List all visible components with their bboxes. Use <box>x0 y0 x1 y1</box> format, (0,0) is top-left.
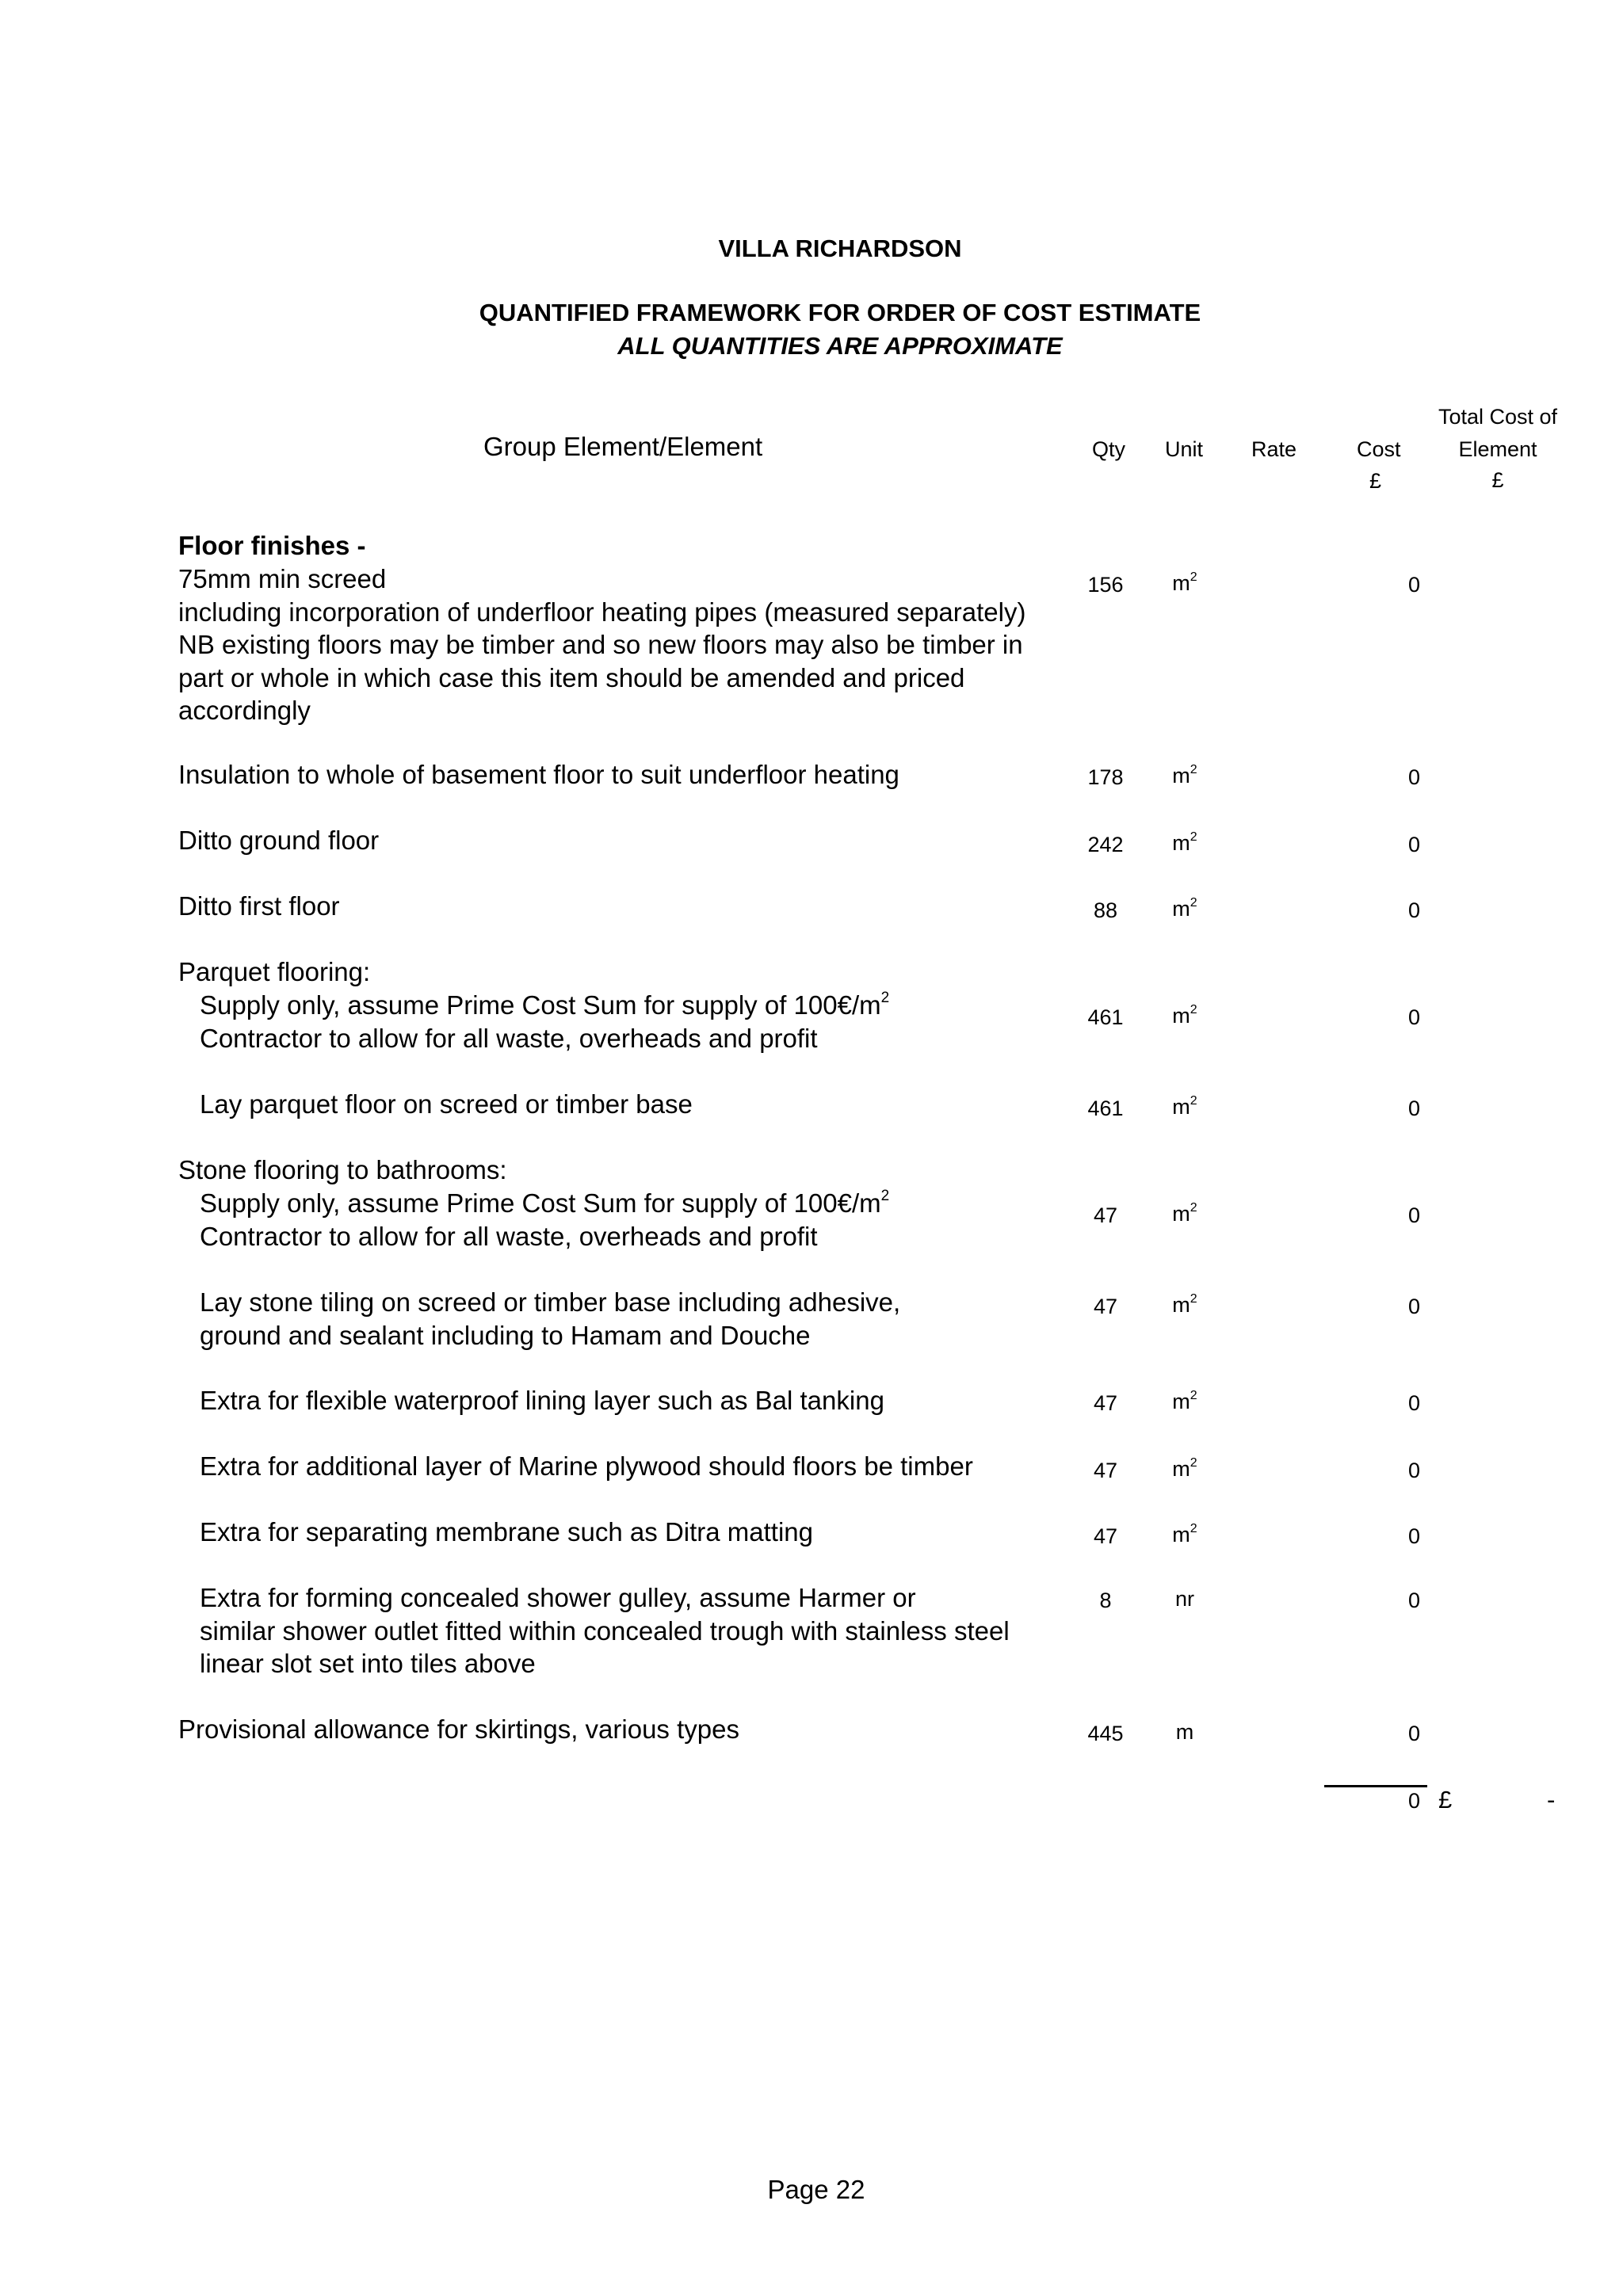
total-rule <box>1324 1785 1427 1787</box>
row-cost: 0 <box>1407 1459 1420 1482</box>
description-line: Extra for forming concealed shower gulley, assume Harmer or <box>200 1583 916 1612</box>
element-total-value: - <box>1547 1786 1556 1814</box>
row-qty: 8 <box>1099 1589 1112 1612</box>
description-line: Extra for additional layer of Marine plywood should floors be timber <box>200 1451 973 1481</box>
description-line: similar shower outlet fitted within concealed trough with stainless steel <box>200 1615 1010 1646</box>
description-line: NB existing floors may be timber and so new floors may also be timber in <box>178 630 1023 659</box>
row-unit <box>1141 1720 1228 1745</box>
unit-text: m <box>1172 1523 1190 1547</box>
unit-superscript: 2 <box>1190 1456 1197 1470</box>
row-description <box>200 989 1103 1055</box>
row-unit <box>1141 764 1228 788</box>
column-header-cost-currency: £ <box>1369 469 1382 493</box>
row-description <box>200 1450 1103 1483</box>
superscript: 2 <box>880 1188 890 1204</box>
description-line: part or whole in which case this item should be amended and priced <box>178 662 965 692</box>
row-description <box>200 1516 1103 1549</box>
row-cost: 0 <box>1407 1005 1420 1029</box>
row-cost: 0 <box>1407 1524 1420 1548</box>
unit-superscript: 2 <box>1190 763 1197 776</box>
row-description <box>200 1286 1103 1352</box>
unit-text: m <box>1172 1202 1190 1226</box>
row-qty: 461 <box>1087 1097 1124 1120</box>
row-cost: 0 <box>1407 1203 1420 1227</box>
unit-text: m <box>1172 897 1190 921</box>
row-description <box>178 955 1082 989</box>
row-unit <box>1141 1004 1228 1028</box>
unit-superscript: 2 <box>1190 1522 1197 1535</box>
unit-text: nr <box>1174 1587 1194 1611</box>
description-line: Ditto first floor <box>178 891 340 921</box>
row-cost: 0 <box>1407 1391 1420 1415</box>
column-header-total-line2: Element <box>1458 437 1537 461</box>
unit-text: m <box>1172 1390 1190 1413</box>
row-unit <box>1141 1587 1228 1611</box>
row-unit <box>1141 1293 1228 1318</box>
document-subtitle: ALL QUANTITIES ARE APPROXIMATE <box>617 332 1063 360</box>
row-description <box>178 824 1082 857</box>
row-unit <box>1141 897 1228 921</box>
row-unit <box>1141 1457 1228 1482</box>
description-line: Contractor to allow for all waste, overheads and profit <box>200 1023 818 1053</box>
page-number: Page 22 <box>767 2175 865 2204</box>
row-unit <box>1141 1095 1228 1119</box>
column-header-rate: Rate <box>1251 437 1297 461</box>
row-qty: 178 <box>1087 765 1124 789</box>
description-line: linear slot set into tiles above <box>200 1649 536 1678</box>
column-header-unit: Unit <box>1165 437 1204 461</box>
unit-text: m <box>1172 1095 1190 1119</box>
description-line: Provisional allowance for skirtings, various types <box>178 1714 739 1744</box>
row-qty: 156 <box>1087 573 1124 597</box>
row-qty: 88 <box>1093 898 1118 922</box>
description-line: including incorporation of underfloor heating pipes (measured separately) <box>178 597 1026 627</box>
row-cost: 0 <box>1407 573 1420 597</box>
description-line: Lay stone tiling on screed or timber base including adhesive, <box>200 1287 901 1317</box>
row-description <box>178 758 1082 791</box>
total-cost-value: 0 <box>1407 1789 1420 1813</box>
description-line: Extra for separating membrane such as Ditra matting <box>200 1517 814 1547</box>
description-line: Stone flooring to bathrooms: <box>178 1155 507 1184</box>
total-currency: £ <box>1438 1786 1453 1814</box>
unit-text: m <box>1172 1004 1190 1028</box>
row-cost: 0 <box>1407 1097 1420 1120</box>
unit-superscript: 2 <box>1190 570 1197 584</box>
row-qty: 445 <box>1087 1722 1124 1745</box>
row-qty: 47 <box>1093 1295 1118 1318</box>
row-description <box>200 1384 1103 1417</box>
column-header-total-currency: £ <box>1491 468 1504 492</box>
row-qty: 47 <box>1093 1391 1118 1415</box>
row-qty: 242 <box>1087 833 1124 856</box>
section-title: Floor finishes - <box>178 531 366 560</box>
description-line: Parquet flooring: <box>178 957 371 986</box>
row-qty: 47 <box>1093 1203 1118 1227</box>
row-description <box>178 1154 1082 1187</box>
row-description <box>178 563 1082 727</box>
unit-superscript: 2 <box>1190 1201 1197 1215</box>
unit-superscript: 2 <box>1190 896 1197 910</box>
description-line: Contractor to allow for all waste, overheads and profit <box>200 1221 818 1251</box>
unit-text: m <box>1175 1720 1194 1744</box>
row-qty: 461 <box>1087 1005 1124 1029</box>
row-description <box>178 890 1082 923</box>
description-line: Extra for flexible waterproof lining layer such as Bal tanking <box>200 1386 884 1415</box>
row-cost: 0 <box>1407 833 1420 856</box>
row-unit <box>1141 1390 1228 1414</box>
description-line: Ditto ground floor <box>178 826 380 855</box>
unit-text: m <box>1172 1293 1190 1317</box>
unit-superscript: 2 <box>1190 1292 1197 1306</box>
description-line: 75mm min screed <box>178 564 387 593</box>
description-line: accordingly <box>178 696 311 725</box>
description-line: Supply only, assume Prime Cost Sum for supply of $100€/m^2$ <box>200 1188 890 1218</box>
row-description <box>178 1713 1082 1746</box>
row-cost: 0 <box>1407 1589 1420 1612</box>
project-title: VILLA RICHARDSON <box>718 235 962 262</box>
description-line: Lay parquet floor on screed or timber base <box>200 1089 693 1119</box>
unit-text: m <box>1172 764 1190 788</box>
row-cost: 0 <box>1407 765 1420 789</box>
row-description <box>200 1187 1103 1253</box>
row-qty: 47 <box>1093 1524 1118 1548</box>
unit-text: m <box>1172 831 1190 855</box>
description-line: Supply only, assume Prime Cost Sum for supply of $100€/m^2$ <box>200 990 890 1020</box>
row-cost: 0 <box>1407 898 1420 922</box>
row-unit <box>1141 1202 1228 1226</box>
unit-superscript: 2 <box>1190 1094 1197 1108</box>
column-header-qty: Qty <box>1092 437 1126 461</box>
row-unit <box>1141 1523 1228 1547</box>
row-cost: 0 <box>1407 1722 1420 1745</box>
description-line: ground and sealant including to Hamam and Douche <box>200 1320 811 1350</box>
document-title: QUANTIFIED FRAMEWORK FOR ORDER OF COST ESTIMATE <box>479 299 1201 326</box>
unit-superscript: 2 <box>1190 1389 1197 1402</box>
unit-text: m <box>1172 571 1190 595</box>
column-header-cost: Cost <box>1357 437 1401 461</box>
unit-superscript: 2 <box>1190 1003 1197 1016</box>
row-unit <box>1141 831 1228 856</box>
row-qty: 47 <box>1093 1459 1118 1482</box>
row-unit <box>1141 571 1228 596</box>
column-header-element: Group Element/Element <box>483 432 763 461</box>
row-description <box>200 1088 1103 1121</box>
unit-superscript: 2 <box>1190 830 1197 844</box>
unit-text: m <box>1172 1457 1190 1481</box>
description-line: Insulation to whole of basement floor to suit underfloor heating <box>178 760 899 789</box>
superscript: 2 <box>880 990 890 1006</box>
row-cost: 0 <box>1407 1295 1420 1318</box>
column-header-total-line1: Total Cost of <box>1438 405 1558 429</box>
row-description <box>200 1581 1103 1680</box>
